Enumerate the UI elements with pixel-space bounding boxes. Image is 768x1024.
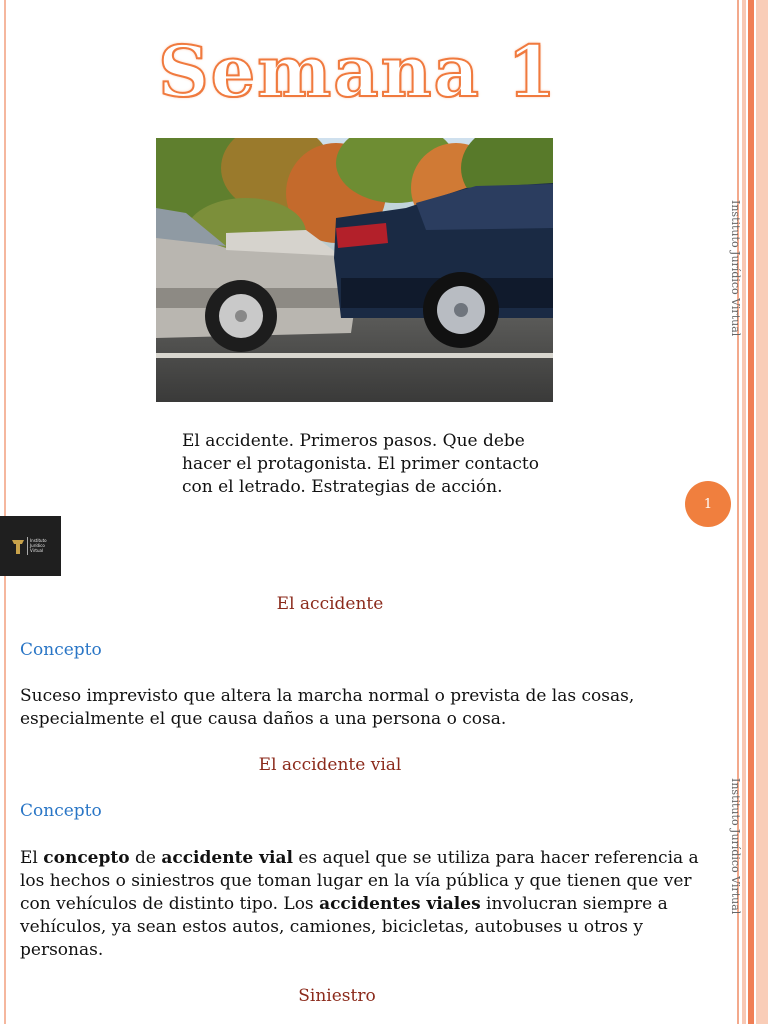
heading-el-accidente: El accidente	[276, 594, 384, 614]
car-crash-photo	[156, 138, 553, 402]
concept-label-1: Concepto	[20, 640, 102, 660]
side-institute-label-2: Instituto Jurídico Virtual	[729, 778, 742, 915]
institute-logo	[0, 516, 61, 576]
concept-label-2: Concepto	[20, 801, 102, 821]
definition-accidente-vial	[20, 847, 710, 962]
para-text: de	[129, 848, 162, 868]
logo-line-3: Virtual	[29, 548, 43, 553]
para-bold: accidente vial	[161, 848, 293, 868]
side-institute-label: Instituto Jurídico Virtual	[729, 200, 742, 337]
definition-accidente: Suceso imprevisto que altera la marcha normal o prevista de las cosas, especialmente el que causa daños a una persona o cosa.	[20, 686, 635, 729]
slide-2	[0, 580, 742, 1024]
para-text: involucran siempre a vehículos, ya sean estos autos, camiones, bicicletas, autobuses u otros y personas.	[20, 894, 668, 960]
right-stripe-3	[748, 0, 754, 1024]
slide-intro-text: El accidente. Primeros pasos. Que debe hacer el protagonista. El primer contacto con el letrado. Estrategias de acción.	[182, 431, 539, 497]
para-text: es aquel que se utiliza para hacer referencia a los hechos o siniestros que toman lugar en la vía pública y que tienen que ver con vehículos de distinto tipo. Los	[20, 848, 699, 914]
page-number-badge: 1	[685, 481, 731, 527]
para-text: El	[20, 848, 44, 868]
para-bold: accidentes viales	[319, 894, 481, 914]
heading-siniestro: Siniestro	[298, 986, 376, 1006]
right-stripe-2	[742, 0, 746, 1024]
right-stripe-4	[756, 0, 768, 1024]
heading-accidente-vial: El accidente vial	[258, 755, 402, 775]
logo-line-1: Instituto	[29, 538, 47, 543]
slide-title: Semana 1	[158, 30, 558, 113]
para-bold: concepto	[43, 848, 130, 868]
logo-line-2: Jurídico	[29, 543, 45, 548]
